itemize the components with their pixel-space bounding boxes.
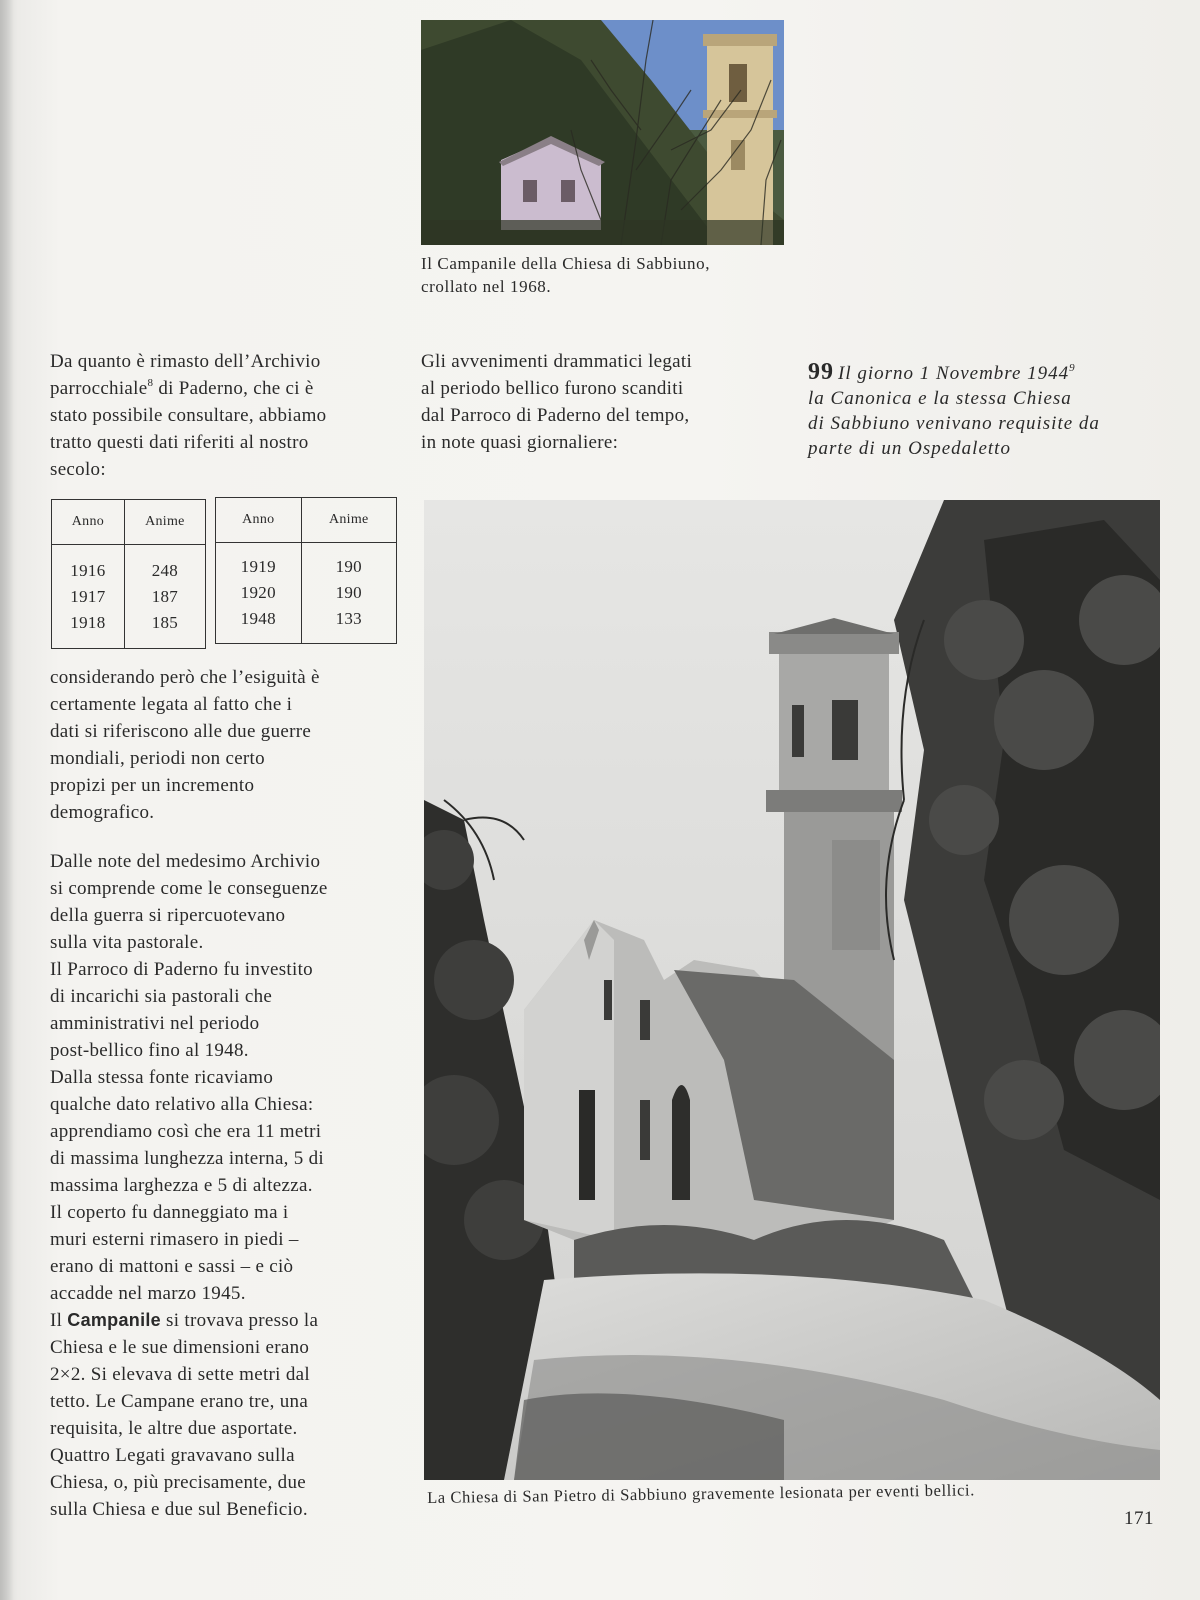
text-line: dati si riferiscono alle due guerre xyxy=(50,721,312,742)
page-gutter-shadow xyxy=(0,0,14,1600)
table-cell-years: 1919 1920 1948 xyxy=(240,557,276,628)
text-line: di Sabbiuno venivano requisite da xyxy=(808,413,1100,434)
text-line: Il Parroco di Paderno fu investito xyxy=(50,959,313,980)
text-line: erano di mattoni e sassi – e ciò xyxy=(50,1256,294,1277)
quote-paragraph xyxy=(808,360,1168,461)
table-cell-years: 1916 1917 1918 xyxy=(70,560,106,632)
text-line: amministrativi nel periodo xyxy=(50,1013,260,1034)
table-header-anime: Anime xyxy=(124,500,205,545)
main-photo-caption: La Chiesa di San Pietro di Sabbiuno gravemente lesionata per eventi bellici. xyxy=(427,1480,976,1507)
table-cell-souls: 190 190 133 xyxy=(301,543,396,644)
text-line: al periodo bellico furono scanditi xyxy=(421,378,684,399)
population-table-1919-1948 xyxy=(215,497,397,644)
text-line: qualche dato relativo alla Chiesa: xyxy=(50,1094,314,1115)
demographic-note-paragraph xyxy=(50,664,410,826)
text-line: Il coperto fu danneggiato ma i xyxy=(50,1202,289,1223)
page-number: 171 xyxy=(1124,1508,1154,1529)
footnote-ref-9: 9 xyxy=(1069,362,1076,374)
population-table-1916-1918 xyxy=(51,499,206,649)
text-line: considerando però che l’esiguità è xyxy=(50,667,320,688)
campanile-heading: Campanile xyxy=(67,1310,161,1330)
text-line: dal Parroco di Paderno del tempo, xyxy=(421,405,690,426)
text-line: post-bellico fino al 1948. xyxy=(50,1040,249,1061)
text-line: massima larghezza e 5 di altezza. xyxy=(50,1175,313,1196)
war-events-paragraph xyxy=(421,348,781,456)
top-photo-caption xyxy=(421,252,801,298)
archive-intro-paragraph xyxy=(50,348,400,483)
text-line: si comprende come le conseguenze xyxy=(50,878,328,899)
text-line: 2×2. Si elevava di sette metri dal xyxy=(50,1364,310,1385)
quote-mark-icon: 99 xyxy=(808,359,834,385)
table-header-anno: Anno xyxy=(52,500,125,545)
text-line: sulla Chiesa e due sul Beneficio. xyxy=(50,1499,308,1520)
archive-notes-paragraph xyxy=(50,848,410,1523)
text-line: stato possibile consultare, abbiamo xyxy=(50,405,327,426)
table-header-anime: Anime xyxy=(301,498,396,543)
text-line: 99 Il giorno 1 Novembre 1944$^9$ xyxy=(808,359,1076,385)
bell-tower-photo xyxy=(421,20,784,245)
text-line: Chiesa e le sue dimensioni erano xyxy=(50,1337,310,1358)
text-line: parte di un Ospedaletto xyxy=(808,438,1011,459)
text-line: la Canonica e la stessa Chiesa xyxy=(808,388,1072,409)
table-cell-souls: 248 187 185 xyxy=(124,545,205,649)
text-line: Dalle note del medesimo Archivio xyxy=(50,851,321,872)
text-line: requisita, le altre due asportate. xyxy=(50,1418,298,1439)
top-caption-line-1: Il Campanile della Chiesa di Sabbiuno, xyxy=(421,254,711,273)
text-line: secolo: xyxy=(50,459,106,480)
text-line: certamente legata al fatto che i xyxy=(50,694,293,715)
text-line: apprendiamo così che era 11 metri xyxy=(50,1121,322,1142)
table-header-anno: Anno xyxy=(216,498,302,543)
text-line: Chiesa, o, più precisamente, due xyxy=(50,1472,306,1493)
text-line: Da quanto è rimasto dell’Archivio xyxy=(50,351,321,372)
text-line: mondiali, periodi non certo xyxy=(50,748,265,769)
text-line: sulla vita pastorale. xyxy=(50,932,204,953)
text-line: parrocchiale$^8$ di Paderno, che ci è xyxy=(50,377,314,399)
text-line: Dalla stessa fonte ricaviamo xyxy=(50,1067,274,1088)
text-line: in note quasi giornaliere: xyxy=(421,432,619,453)
damaged-church-photo xyxy=(424,500,1160,1480)
text-line: muri esterni rimasero in piedi – xyxy=(50,1229,299,1250)
text-line: propizi per un incremento xyxy=(50,775,255,796)
text-line: tratto questi dati riferiti al nostro xyxy=(50,432,309,453)
text-line: di massima lunghezza interna, 5 di xyxy=(50,1148,325,1169)
top-caption-line-2: crollato nel 1968. xyxy=(421,277,552,296)
text-line: della guerra si ripercuotevano xyxy=(50,905,286,926)
text-line: tetto. Le Campane erano tre, una xyxy=(50,1391,309,1412)
text-line: demografico. xyxy=(50,802,155,823)
text-line: Il Campanile si trovava presso la xyxy=(50,1310,319,1331)
footnote-ref-8: 8 xyxy=(147,377,154,389)
text-line: di incarichi sia pastorali che xyxy=(50,986,273,1007)
text-line: Quattro Legati gravavano sulla xyxy=(50,1445,295,1466)
text-line: accadde nel marzo 1945. xyxy=(50,1283,246,1304)
text-line: Gli avvenimenti drammatici legati xyxy=(421,351,693,372)
